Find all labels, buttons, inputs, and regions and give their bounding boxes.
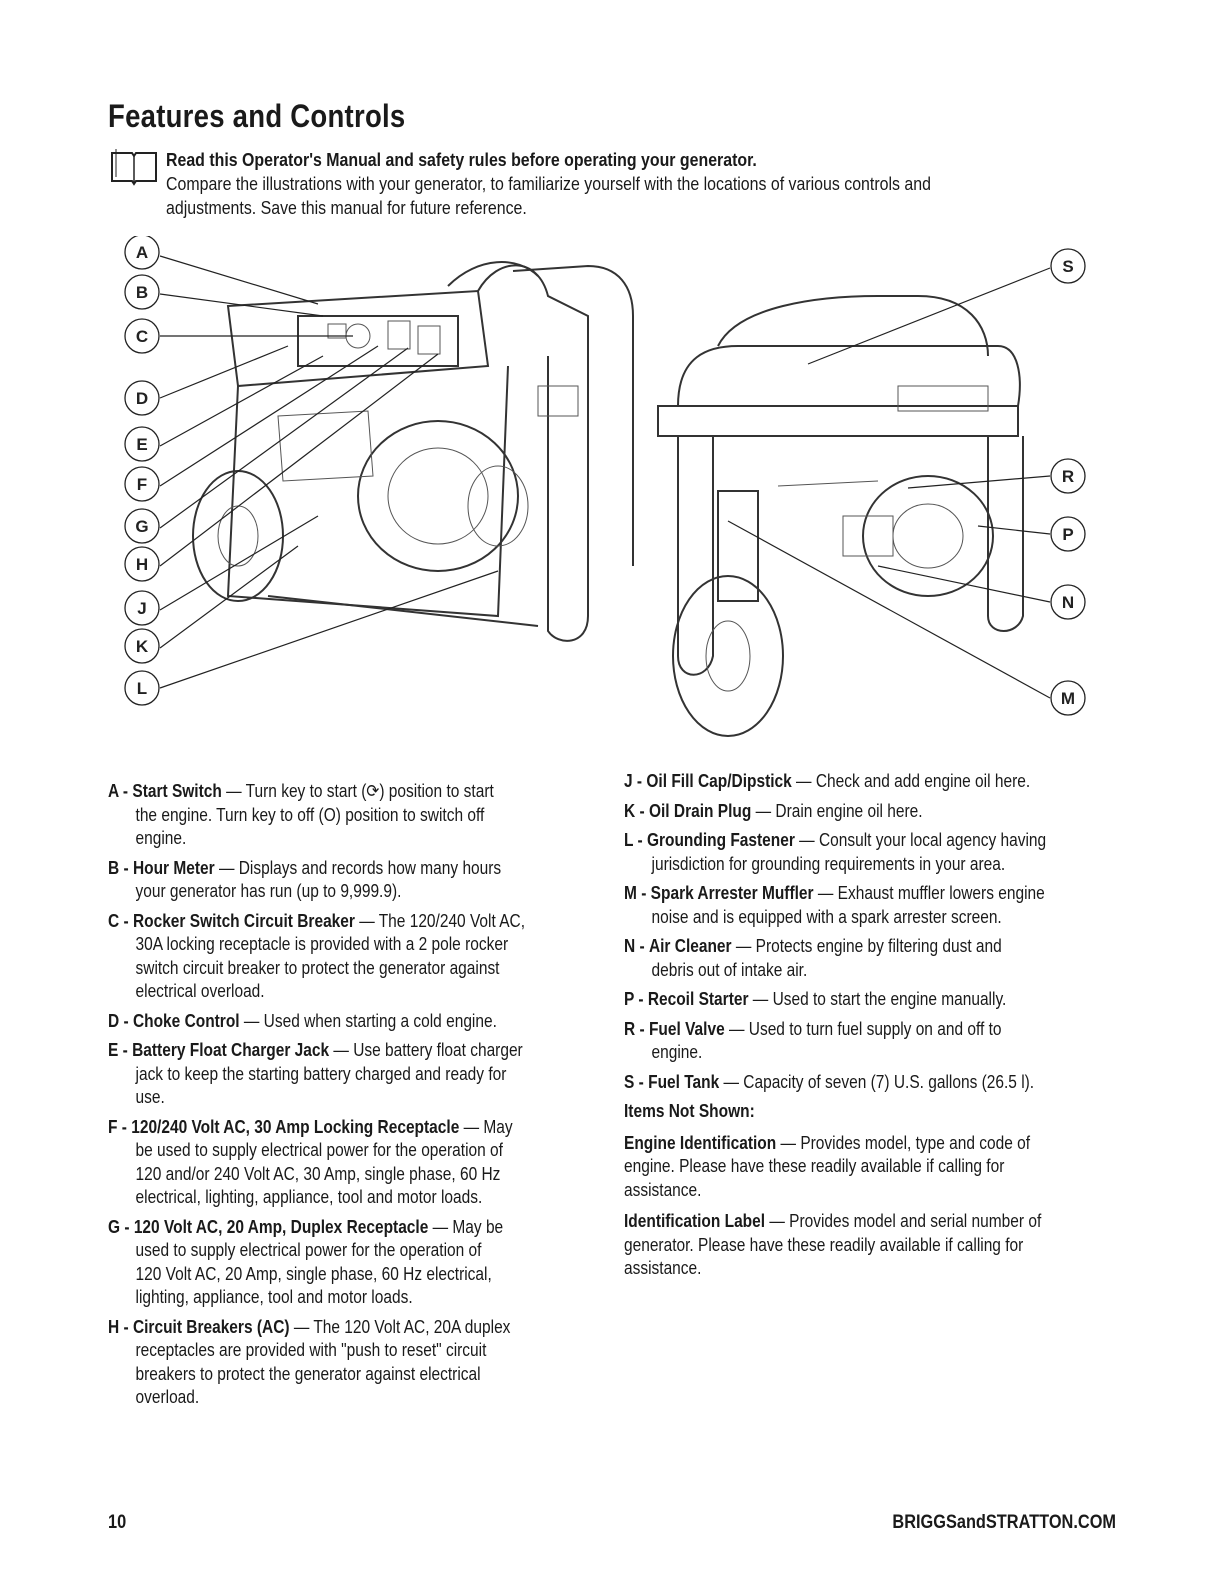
svg-text:S: S [1062, 257, 1074, 276]
generator-rear-view [658, 296, 1023, 736]
items-not-shown-heading: Items Not Shown: [624, 1101, 755, 1121]
feature-item: D - Choke Control — Used when starting a cold engine. [108, 1010, 497, 1031]
svg-text:D: D [135, 389, 149, 408]
callout-M [1051, 681, 1085, 715]
callout-B [125, 275, 159, 309]
callout-F [125, 467, 159, 501]
features-list-left [108, 780, 668, 1416]
svg-text:H: H [135, 555, 149, 574]
callout-E [125, 427, 159, 461]
callout-P [1051, 517, 1085, 551]
generator-front-view [193, 262, 633, 641]
features-list-right [624, 770, 1184, 1289]
svg-text:J: J [137, 599, 147, 618]
svg-text:K: K [135, 637, 149, 656]
callout-L [125, 671, 159, 705]
callout-N [1051, 585, 1085, 619]
feature-item: E - Battery Float Charger Jack — Use battery float charger jack to keep the starting battery charged and ready for use. [108, 1040, 523, 1107]
svg-text:L: L [136, 679, 148, 698]
feature-item: H - Circuit Breakers (AC) — The 120 Volt AC, 20A duplex receptacles are provided with "push to reset" circuit breakers to protect the generator against electrical overload. [108, 1316, 511, 1407]
callout-R [1051, 459, 1085, 493]
callout-S [1051, 249, 1085, 283]
not-shown-item: Identification Label — Provides model and serial number of generator. Please have these readily available if calling for assistance. [624, 1211, 1042, 1278]
svg-text:R: R [1061, 467, 1075, 486]
svg-text:C: C [135, 327, 149, 346]
manual-book-icon [110, 147, 158, 187]
callout-D [125, 381, 159, 415]
svg-text:P: P [1062, 525, 1074, 544]
callout-K [125, 629, 159, 663]
feature-item: M - Spark Arrester Muffler — Exhaust muffler lowers engine noise and is equipped with a spark arrester screen. [624, 883, 1045, 927]
svg-text:N: N [1061, 593, 1075, 612]
svg-text:A: A [135, 243, 149, 262]
page-number: 10 [108, 1512, 127, 1533]
website-link: BRIGGSandSTRATTON.COM [892, 1512, 1116, 1533]
svg-text:M: M [1060, 689, 1076, 708]
svg-text:F: F [136, 475, 148, 494]
start-symbol-icon: ⟳ [366, 781, 380, 801]
svg-text:G: G [135, 517, 149, 536]
page-title: Features and Controls [108, 98, 406, 134]
callout-A [125, 236, 159, 269]
feature-item: K - Oil Drain Plug — Drain engine oil here. [624, 800, 923, 821]
feature-item: G - 120 Volt AC, 20 Amp, Duplex Receptacle — May be used to supply electrical power for the operation of 120 Volt AC, 20 Amp, single phase, 60 Hz electrical, lighting, appliance, tool and motor loads. [108, 1216, 504, 1307]
feature-item: S - Fuel Tank — Capacity of seven (7) U.S. gallons (26.5 l). [624, 1071, 1035, 1092]
not-shown-item: Engine Identification — Provides model, type and code of engine. Please have these readily available if calling for assistance. [624, 1132, 1031, 1200]
feature-item: L - Grounding Fastener — Consult your local agency having jurisdiction for grounding requirements in your area. [624, 830, 1047, 874]
generator-illustration [118, 236, 1098, 746]
feature-item: F - 120/240 Volt AC, 30 Amp Locking Receptacle — May be used to supply electrical power for the operation of 120 and/or 240 Volt AC, 30 Amp, single phase, 60 Hz electrical, lighting, appliance, tool and motor loads. [108, 1116, 513, 1207]
feature-item: R - Fuel Valve — Used to turn fuel supply on and off to engine. [624, 1018, 1002, 1062]
callout-G [125, 509, 159, 543]
feature-item: C - Rocker Switch Circuit Breaker — The 120/240 Volt AC, 30A locking receptacle is provided with a 2 pole rocker switch circuit breaker to protect the generator against electrical overload. [108, 910, 526, 1001]
feature-item: N - Air Cleaner — Protects engine by filtering dust and debris out of intake air. [624, 936, 1002, 980]
feature-item: A - Start Switch — Turn key to start (⟳) position to start the engine. Turn key to off (O) position to switch off engine. [108, 781, 494, 848]
callout-C [125, 319, 159, 353]
callout-H [125, 547, 159, 581]
feature-item: P - Recoil Starter — Used to start the engine manually. [624, 989, 1007, 1009]
svg-text:E: E [136, 435, 148, 454]
callout-J [125, 591, 159, 625]
feature-item: B - Hour Meter — Displays and records how many hours your generator has run (up to 9,999.9). [108, 857, 502, 901]
svg-text:B: B [135, 283, 149, 302]
intro-text: Read this Operator's Manual and safety rules before operating your generator. Compare the illustrations with your generator, to familiarize yourself with the locations of various controls and adjustments. Save this manual for future reference. [166, 149, 931, 218]
feature-item: J - Oil Fill Cap/Dipstick — Check and add engine oil here. [624, 771, 1031, 791]
